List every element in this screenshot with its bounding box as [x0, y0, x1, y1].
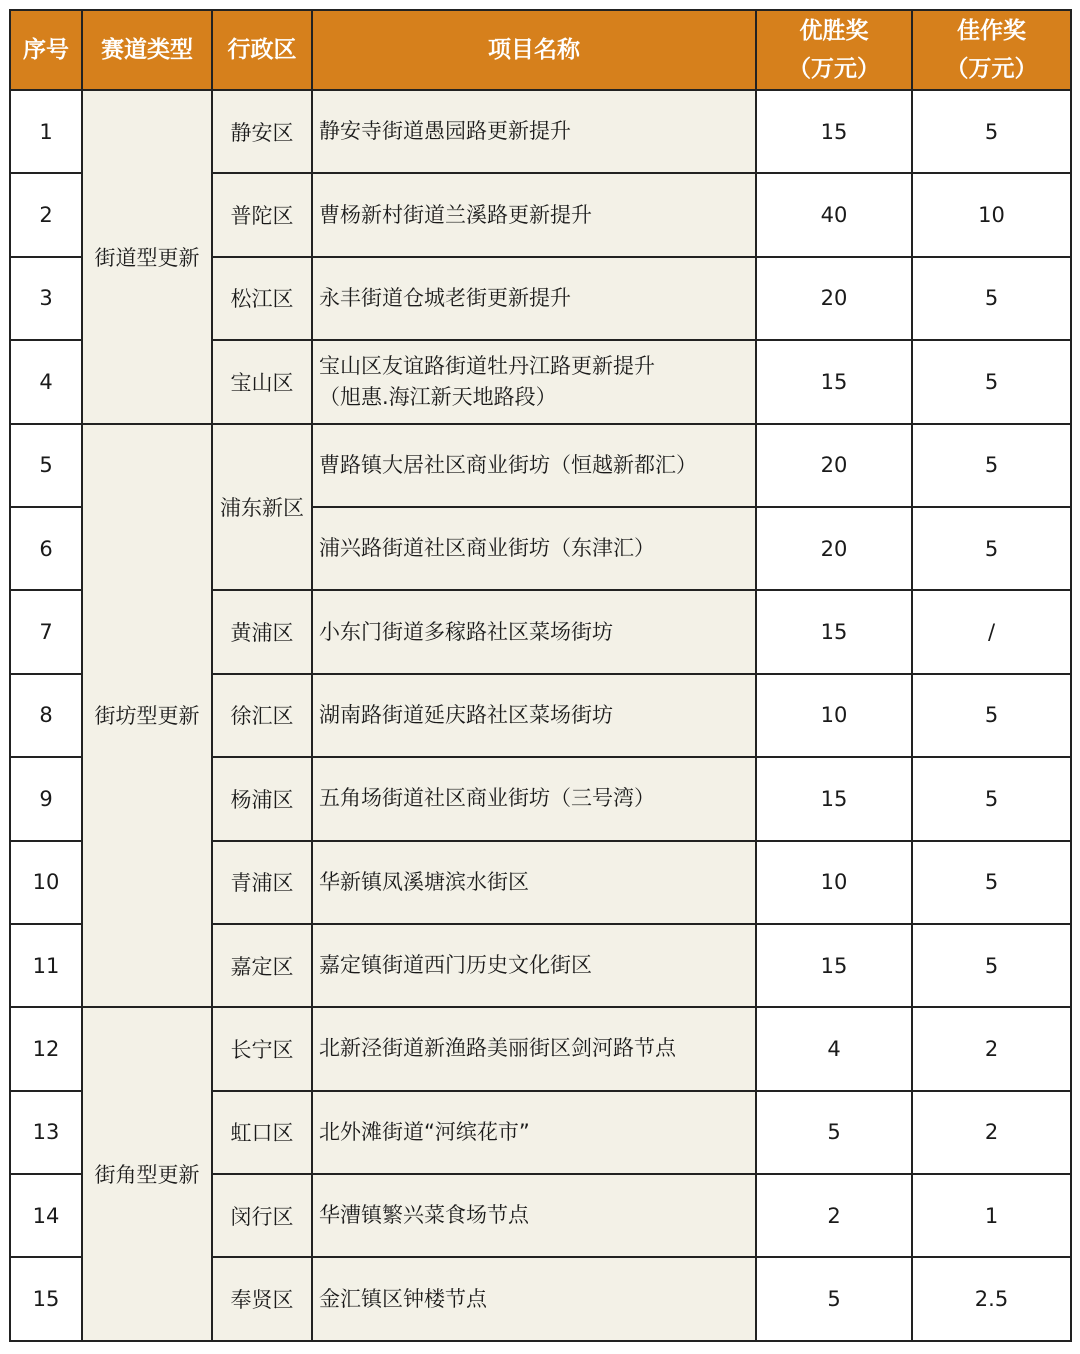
header-winner-award — [756, 10, 912, 90]
cell-no: 7 — [10, 590, 82, 673]
project-name-line: 五角场街道社区商业街坊（三号湾） — [319, 786, 655, 811]
project-name-line: 北新泾街道新渔路美丽街区剑河路节点 — [319, 1036, 676, 1061]
cell-winner-award: 10 — [756, 841, 912, 924]
cell-project-name — [312, 173, 756, 256]
cell-district: 杨浦区 — [212, 757, 312, 840]
cell-winner-award: 40 — [756, 173, 912, 256]
cell-no: 11 — [10, 924, 82, 1007]
project-name-line: 小东门街道多稼路社区菜场街坊 — [319, 619, 613, 644]
cell-winner-award: 5 — [756, 1091, 912, 1174]
cell-track-type: 街道型更新 — [82, 90, 212, 424]
cell-district: 嘉定区 — [212, 924, 312, 1007]
project-name-line: 静安寺街道愚园路更新提升 — [319, 119, 571, 144]
cell-winner-award: 5 — [756, 1257, 912, 1341]
cell-no: 3 — [10, 257, 82, 340]
cell-merit-award: 5 — [912, 757, 1071, 840]
cell-district: 青浦区 — [212, 841, 312, 924]
header-merit-award — [912, 10, 1071, 90]
table-body — [10, 90, 1071, 1341]
cell-winner-award: 20 — [756, 507, 912, 590]
table-header — [10, 10, 1071, 90]
cell-winner-award: 20 — [756, 257, 912, 340]
cell-winner-award: 20 — [756, 424, 912, 507]
cell-project-name — [312, 1174, 756, 1257]
table-row — [10, 424, 1071, 507]
cell-track-type: 街坊型更新 — [82, 424, 212, 1008]
cell-project-name — [312, 507, 756, 590]
cell-merit-award: 5 — [912, 424, 1071, 507]
cell-no: 14 — [10, 1174, 82, 1257]
cell-no: 10 — [10, 841, 82, 924]
project-name-line: 华新镇凤溪塘滨水街区 — [319, 869, 529, 894]
project-name-line: 曹路镇大居社区商业街坊（恒越新都汇） — [319, 452, 697, 477]
cell-project-name — [312, 674, 756, 757]
cell-merit-award: 2 — [912, 1007, 1071, 1090]
cell-district: 浦东新区 — [212, 424, 312, 591]
cell-district: 黄浦区 — [212, 590, 312, 673]
project-name-line: 北外滩街道“河缤花市” — [319, 1119, 530, 1144]
cell-no: 2 — [10, 173, 82, 256]
cell-no: 12 — [10, 1007, 82, 1090]
cell-merit-award: 5 — [912, 507, 1071, 590]
cell-merit-award: 5 — [912, 924, 1071, 1007]
cell-no: 1 — [10, 90, 82, 173]
cell-winner-award: 15 — [756, 924, 912, 1007]
cell-no: 4 — [10, 340, 82, 423]
cell-track-type: 街角型更新 — [82, 1007, 212, 1341]
cell-winner-award: 15 — [756, 590, 912, 673]
header-district: 行政区 — [212, 10, 312, 90]
header-merit-award-unit: （万元） — [945, 56, 1038, 82]
cell-merit-award: 2.5 — [912, 1257, 1071, 1341]
project-name-line: 浦兴路街道社区商业街坊（东津汇） — [319, 536, 655, 561]
cell-no: 13 — [10, 1091, 82, 1174]
awards-table — [9, 9, 1072, 1342]
cell-district: 奉贤区 — [212, 1257, 312, 1341]
header-no: 序号 — [10, 10, 82, 90]
cell-merit-award: 10 — [912, 173, 1071, 256]
cell-merit-award: 5 — [912, 674, 1071, 757]
cell-project-name — [312, 590, 756, 673]
header-row — [10, 10, 1071, 90]
cell-project-name — [312, 257, 756, 340]
cell-no: 5 — [10, 424, 82, 507]
cell-district: 长宁区 — [212, 1007, 312, 1090]
awards-table-container — [9, 9, 1070, 1342]
cell-winner-award: 2 — [756, 1174, 912, 1257]
cell-district: 静安区 — [212, 90, 312, 173]
cell-project-name — [312, 90, 756, 173]
project-name-line: （旭惠.海江新天地路段） — [319, 384, 557, 409]
cell-merit-award: / — [912, 590, 1071, 673]
cell-district: 宝山区 — [212, 340, 312, 423]
project-name-line: 嘉定镇街道西门历史文化街区 — [319, 953, 592, 978]
cell-no: 6 — [10, 507, 82, 590]
cell-winner-award: 15 — [756, 90, 912, 173]
cell-project-name — [312, 340, 756, 423]
cell-no: 15 — [10, 1257, 82, 1341]
cell-winner-award: 15 — [756, 340, 912, 423]
header-project-name: 项目名称 — [312, 10, 756, 90]
cell-district: 虹口区 — [212, 1091, 312, 1174]
cell-winner-award: 15 — [756, 757, 912, 840]
table-row — [10, 1007, 1071, 1090]
cell-merit-award: 2 — [912, 1091, 1071, 1174]
table-row — [10, 90, 1071, 173]
cell-project-name — [312, 841, 756, 924]
cell-project-name — [312, 1091, 756, 1174]
cell-project-name — [312, 924, 756, 1007]
cell-project-name — [312, 1257, 756, 1341]
header-merit-award-title: 佳作奖 — [957, 18, 1026, 44]
header-winner-award-unit: （万元） — [788, 56, 880, 82]
cell-merit-award: 5 — [912, 340, 1071, 423]
project-name-line: 宝山区友谊路街道牡丹江路更新提升 — [319, 353, 655, 378]
cell-project-name — [312, 424, 756, 507]
cell-district: 徐汇区 — [212, 674, 312, 757]
cell-merit-award: 5 — [912, 841, 1071, 924]
cell-winner-award: 10 — [756, 674, 912, 757]
project-name-line: 华漕镇繁兴菜食场节点 — [319, 1203, 529, 1228]
cell-merit-award: 1 — [912, 1174, 1071, 1257]
project-name-line: 金汇镇区钟楼节点 — [319, 1286, 487, 1311]
project-name-line: 永丰街道仓城老街更新提升 — [319, 285, 571, 310]
header-track-type: 赛道类型 — [82, 10, 212, 90]
cell-no: 8 — [10, 674, 82, 757]
cell-project-name — [312, 757, 756, 840]
cell-project-name — [312, 1007, 756, 1090]
cell-winner-award: 4 — [756, 1007, 912, 1090]
cell-no: 9 — [10, 757, 82, 840]
cell-merit-award: 5 — [912, 257, 1071, 340]
project-name-line: 湖南路街道延庆路社区菜场街坊 — [319, 702, 613, 727]
cell-merit-award: 5 — [912, 90, 1071, 173]
cell-district: 松江区 — [212, 257, 312, 340]
cell-district: 闵行区 — [212, 1174, 312, 1257]
cell-district: 普陀区 — [212, 173, 312, 256]
project-name-line: 曹杨新村街道兰溪路更新提升 — [319, 202, 592, 227]
header-winner-award-title: 优胜奖 — [799, 18, 869, 44]
